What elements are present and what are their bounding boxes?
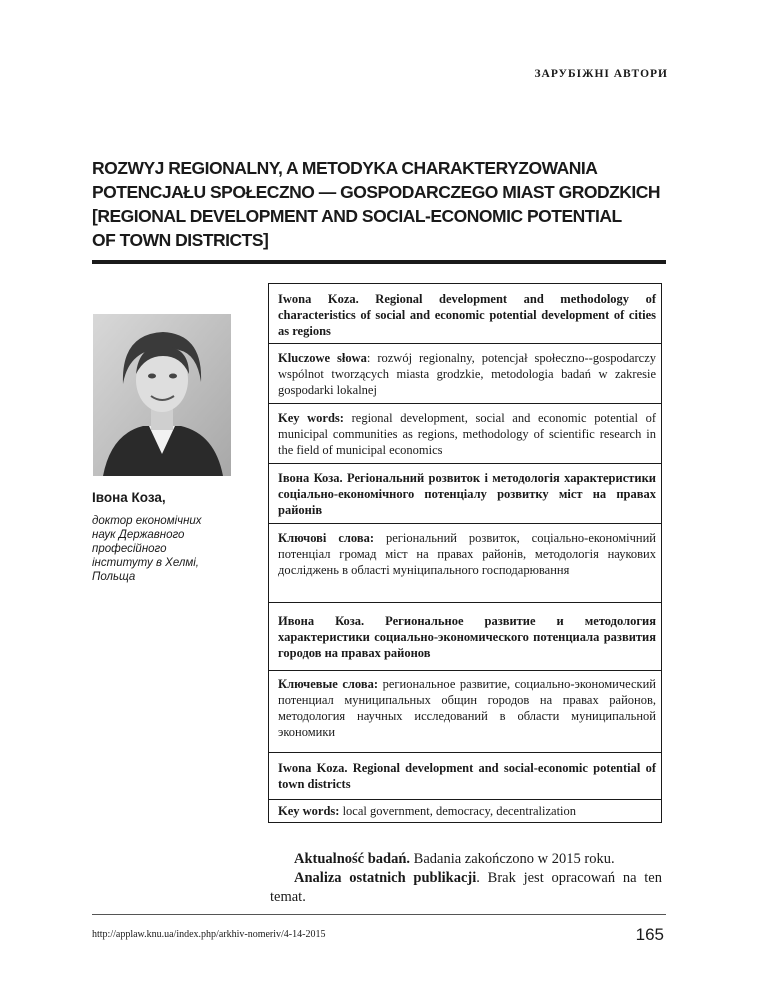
abstract-divider [268,752,662,753]
abstract-uk-title: Івона Коза. Регіональний розвиток і методологія характеристики соціально-економічного потенціалу розвитку міст на правах районів [278,471,656,517]
footer-divider [92,914,666,915]
abstract-pl-keywords: Kluczowe słowa: rozwój regionalny, potencjał społeczno--gospodarczy wspólnot tworzących miasta grodzkie, metodologia badań w zakresie gospodarki lokalnej [278,351,656,397]
article-title [92,156,692,252]
author-name: Івона Коза, [92,490,166,505]
abstract-divider [268,670,662,671]
abstract-en-keywords: Key words: regional development, social and economic potential of municipal communities as regions, methodology of scientific research in the field of municipal economics [278,411,656,457]
abstract-uk-keywords: Ключові слова: регіональний розвиток, соціально-економічний потенціал громад міст на правах районів, методологія наукових досліджень в області муніципального господарювання [278,531,656,577]
body-paragraph: Analiza ostatnich publikacji. Brak jest opracowań na ten temat. [270,870,662,905]
abstract-en2-keywords: Key words: local government, democracy, decentralization [278,804,577,818]
abstract-divider [268,523,662,524]
title-divider [92,260,666,264]
abstract-divider [268,343,662,344]
title-line: OF TOWN DISTRICTS] [92,230,269,250]
body-text [270,850,662,907]
page-number: 165 [635,925,664,944]
title-line: ROZWYJ REGIONALNY, A METODYKA CHARAKTERYZOWANIA [92,158,598,178]
affiliation-line: доктор економічних [92,515,202,527]
affiliation-line: наук Державного [92,529,185,541]
abstract-en-title: Iwona Koza. Regional development and methodology of characteristics of social and economic potential development of cities as regions [278,292,656,338]
abstract-ru-keywords: Ключевые слова: региональное развитие, социально-экономический потенциал муниципальных общин городов на правах районов, методология научных исследований в области муниципальной экономики [278,677,656,739]
affiliation-line: професійного [92,543,167,555]
abstract-divider [268,602,662,603]
footer-url: http://applaw.knu.ua/index.php/arkhiv-nomeriv/4-14-2015 [92,929,326,940]
author-photo [93,314,231,476]
title-line: POTENCJAŁU SPOŁECZNO — GOSPODARCZEGO MIAST GRODZKICH [92,182,661,202]
affiliation-line: Польща [92,571,136,583]
author-affiliation [92,514,262,584]
title-line: [REGIONAL DEVELOPMENT AND SOCIAL-ECONOMIC POTENTIAL [92,206,622,226]
abstract-en2-title: Iwona Koza. Regional development and social-economic potential of town districts [278,761,656,791]
abstract-divider [268,403,662,404]
body-paragraph: Aktualność badań. Badania zakończono w 2015 roku. [294,851,615,867]
abstract-ru-title: Ивона Коза. Региональное развитие и методология характеристики социально-экономического потенциала развития городов на правах районов [278,614,656,660]
abstract-divider [268,463,662,464]
affiliation-line: інституту в Хелмі, [92,557,199,569]
section-label: ЗАРУБІЖНІ АВТОРИ [534,68,668,80]
abstract-divider [268,799,662,800]
